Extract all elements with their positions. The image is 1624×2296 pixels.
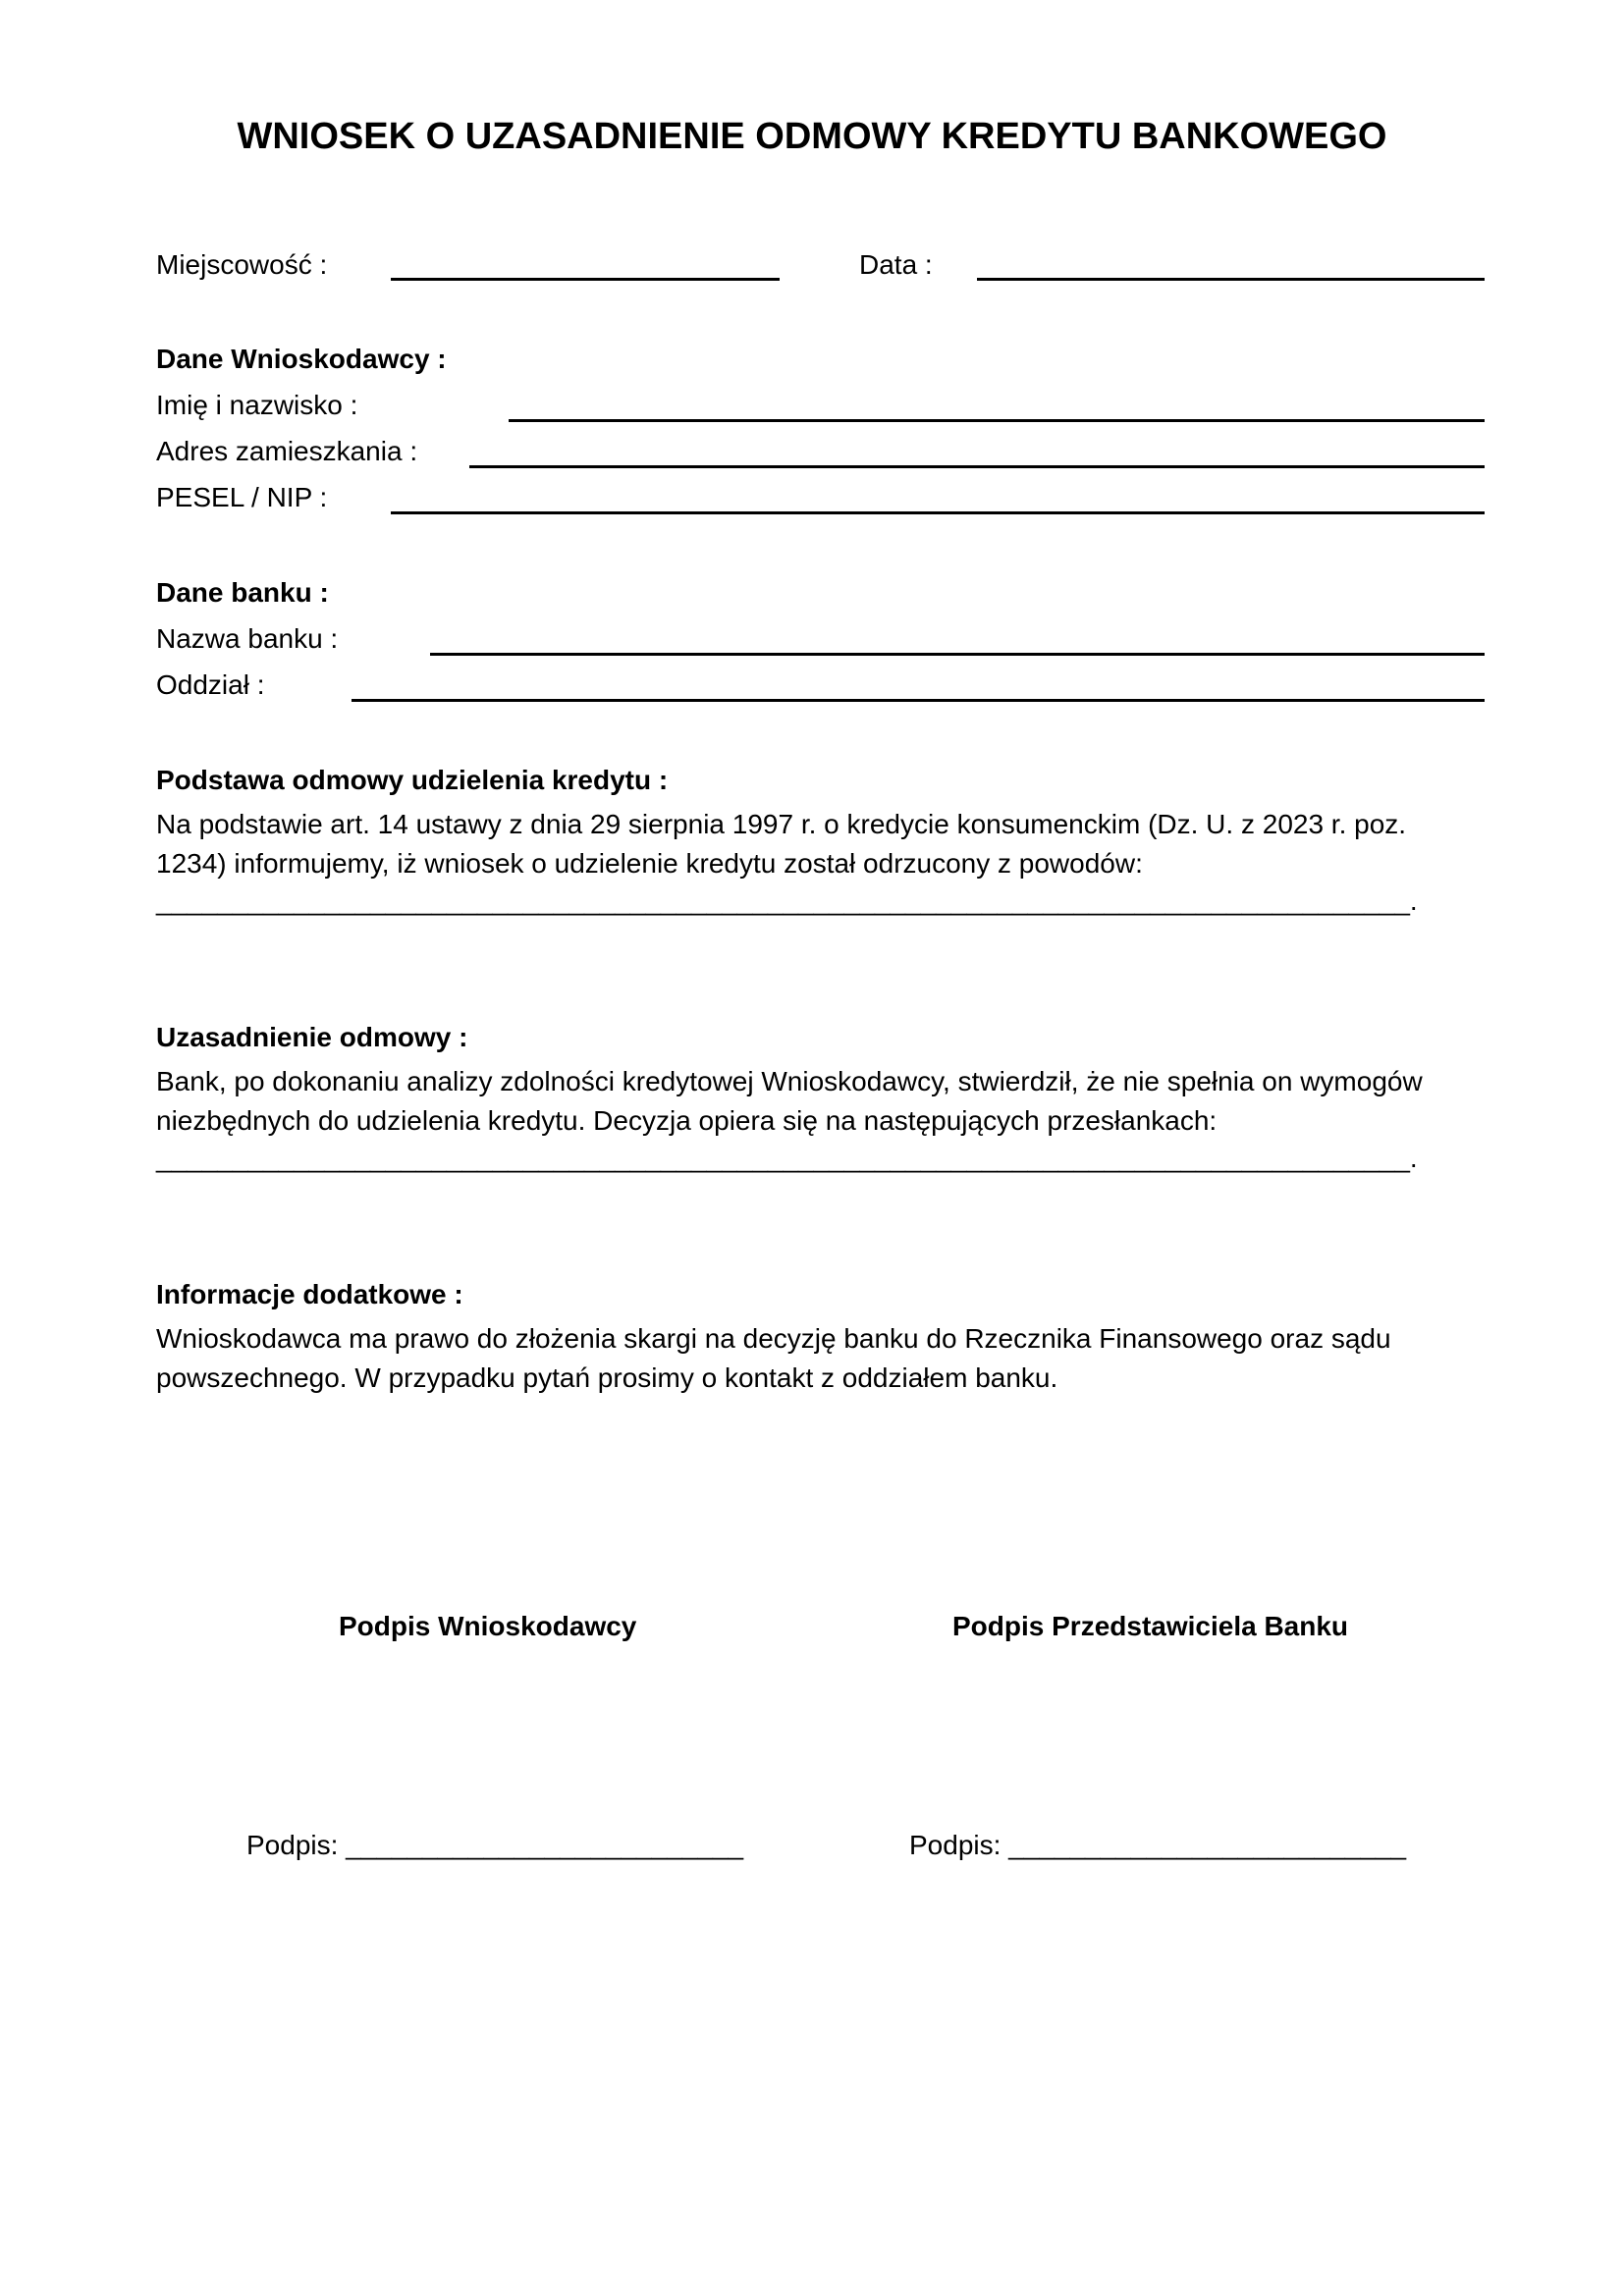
applicant-name-field[interactable]	[509, 419, 1485, 422]
applicant-signature-heading: Podpis Wnioskodawcy	[339, 1611, 637, 1641]
applicant-signature-line[interactable]: Podpis: __________________________	[246, 1830, 744, 1860]
bank-signature-heading: Podpis Przedstawiciela Banku	[952, 1611, 1349, 1641]
basis-blank-line[interactable]: __________________________________________________________________________________.	[156, 885, 1418, 916]
place-field[interactable]	[391, 278, 780, 281]
additional-heading: Informacje dodatkowe :	[156, 1279, 463, 1309]
basis-heading: Podstawa odmowy udzielenia kredytu :	[156, 765, 669, 795]
applicant-id-label: PESEL / NIP :	[156, 482, 328, 512]
bank-branch-label: Oddział :	[156, 669, 265, 700]
bank-branch-field[interactable]	[352, 699, 1485, 702]
basis-text: Na podstawie art. 14 ustawy z dnia 29 sierpnia 1997 r. o kredycie konsumenckim (Dz. U. z 2023 r. poz. 1234) informujemy, iż wniosek o udzielenie kredytu został odrzucony z powodów:	[156, 809, 1407, 879]
applicant-heading: Dane Wnioskodawcy :	[156, 344, 447, 374]
bank-heading: Dane banku :	[156, 577, 329, 608]
document-title: WNIOSEK O UZASADNIENIE ODMOWY KREDYTU BANKOWEGO	[237, 116, 1387, 157]
justification-text: Bank, po dokonaniu analizy zdolności kredytowej Wnioskodawcy, stwierdził, że nie spełnia on wymogów niezbędnych do udzielenia kredytu. Decyzja opiera się na następujących przesłankach:	[156, 1066, 1423, 1136]
bank-name-label: Nazwa banku :	[156, 623, 339, 654]
applicant-address-label: Adres zamieszkania :	[156, 436, 418, 466]
place-label: Miejscowość :	[156, 249, 328, 280]
bank-signature-line[interactable]: Podpis: __________________________	[909, 1830, 1407, 1860]
applicant-address-field[interactable]	[469, 465, 1485, 468]
justification-heading: Uzasadnienie odmowy :	[156, 1022, 468, 1052]
applicant-name-label: Imię i nazwisko :	[156, 390, 358, 420]
date-label: Data :	[859, 249, 933, 280]
additional-text: Wnioskodawca ma prawo do złożenia skargi na decyzję banku do Rzecznika Finansowego oraz sądu powszechnego. W przypadku pytań prosimy o kontakt z oddziałem banku.	[156, 1323, 1391, 1393]
bank-name-field[interactable]	[430, 653, 1485, 656]
date-field[interactable]	[977, 278, 1485, 281]
applicant-id-field[interactable]	[391, 511, 1485, 514]
justification-blank-line[interactable]: __________________________________________________________________________________.	[156, 1143, 1418, 1173]
